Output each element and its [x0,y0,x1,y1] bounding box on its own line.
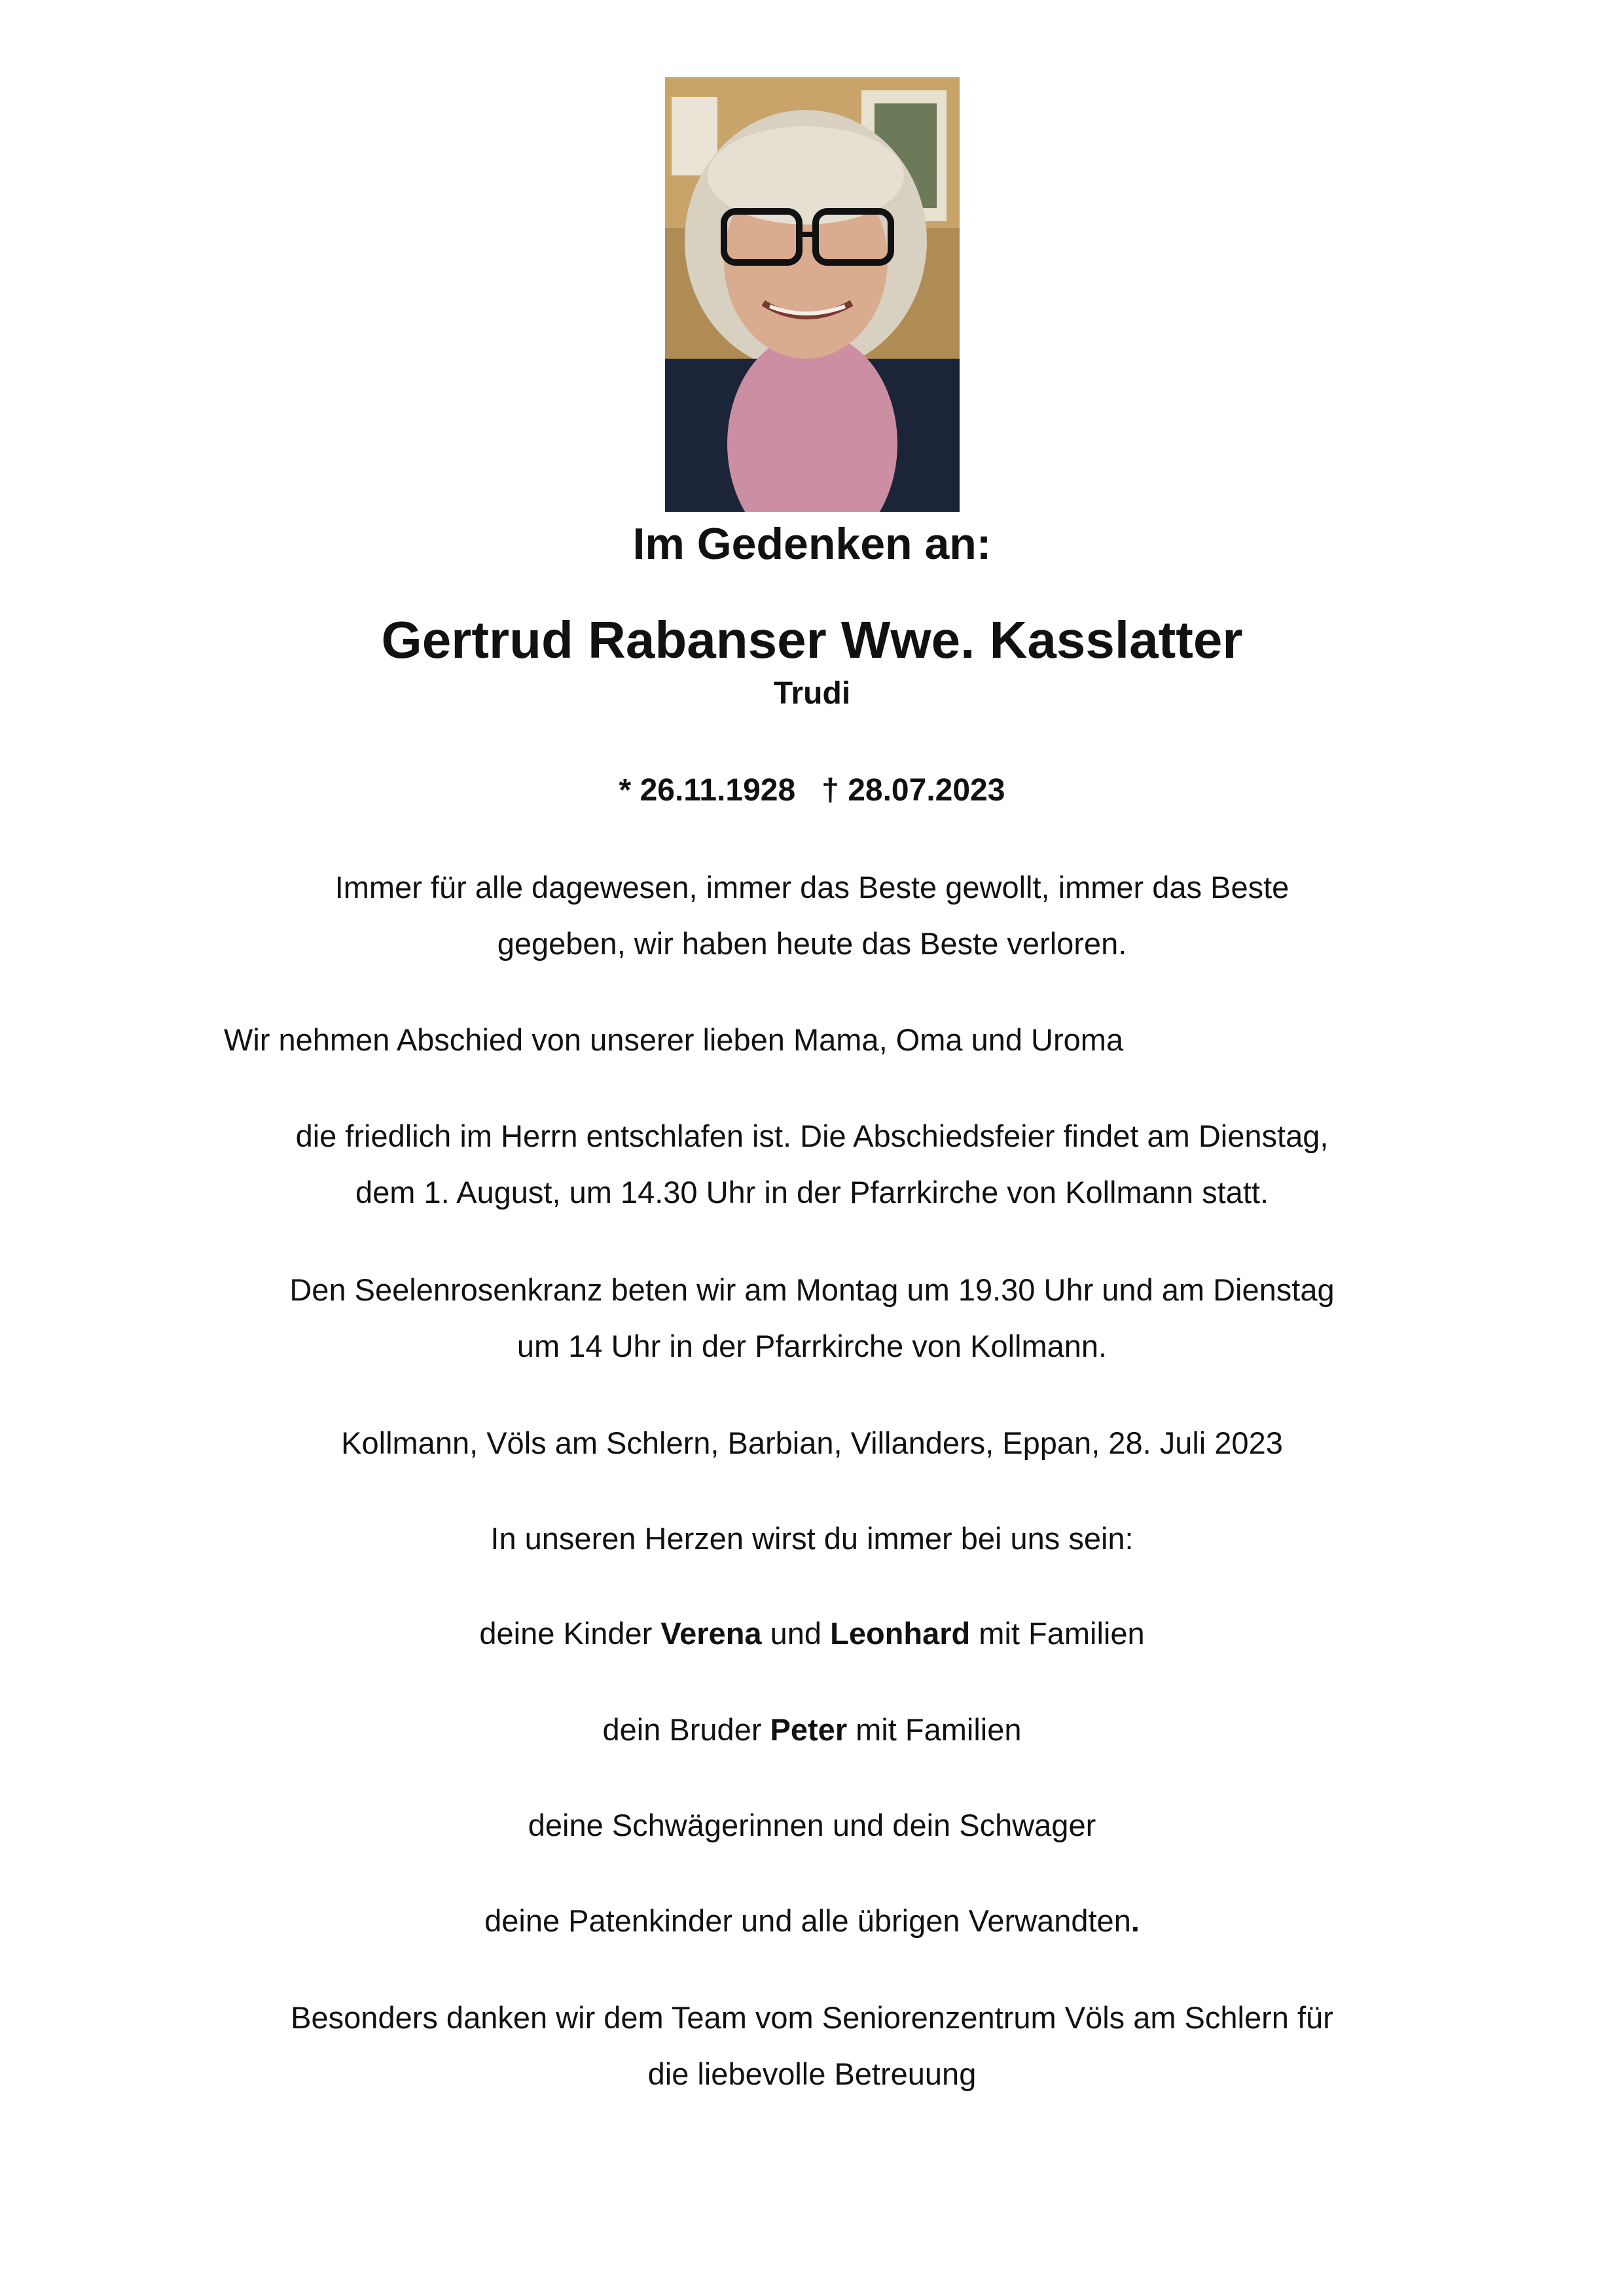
brother-suffix: mit Familien [847,1712,1022,1747]
ceremony-info [0,1108,1624,1221]
hearts-line: In unseren Herzen wirst du immer bei uns sein: [490,1521,1134,1556]
children-mid: und [761,1616,831,1651]
thanks-line-2: die liebevolle Betreuung [647,2056,977,2091]
mourner-godchildren [0,1893,1624,1949]
children-suffix: mit Familien [970,1616,1145,1651]
rosary-line-1: Den Seelenrosenkranz beten wir am Montag um 19.30 Uhr und am Dienstag [289,1272,1335,1307]
birth-date: * 26.11.1928 [619,773,796,808]
godchildren-text: deine Patenkinder und alle übrigen Verwandten [484,1903,1131,1938]
godchildren-period: . [1130,1903,1140,1938]
death-date: † 28.07.2023 [821,773,1005,808]
thanks-line-1: Besonders danken wir dem Team vom Seniorenzentrum Völs am Schlern für [291,2000,1333,2035]
motto-line-2: gegeben, wir haben heute das Beste verloren. [497,926,1127,961]
page-title: Im Gedenken an: [632,519,992,569]
motto [0,859,1624,972]
place-and-date: Kollmann, Völs am Schlern, Barbian, Villanders, Eppan, 28. Juli 2023 [341,1426,1283,1460]
life-dates [0,772,1624,808]
ceremony-line-2: dem 1. August, um 14.30 Uhr in der Pfarrkirche von Kollmann statt. [355,1175,1269,1210]
brother-prefix: dein Bruder [602,1712,770,1747]
thanks [0,1990,1624,2102]
deceased-name: Gertrud Rabanser Wwe. Kasslatter [381,611,1243,669]
mourner-brother [0,1702,1624,1758]
children-prefix: deine Kinder [479,1616,661,1651]
ceremony-line-1: die friedlich im Herrn entschlafen ist. Die Abschiedsfeier findet am Dienstag, [295,1119,1329,1153]
mourner-children [0,1605,1624,1662]
child-name-verena: Verena [660,1616,762,1651]
portrait-photo [665,77,960,512]
mourner-in-laws: deine Schwägerinnen und dein Schwager [528,1808,1096,1842]
rosary-info [0,1262,1624,1374]
motto-line-1: Immer für alle dagewesen, immer das Beste gewollt, immer das Beste [334,870,1290,905]
child-name-leonhard: Leonhard [830,1616,971,1651]
farewell-text: Wir nehmen Abschied von unserer lieben Mama, Oma und Uroma [224,1022,1124,1057]
rosary-line-2: um 14 Uhr in der Pfarrkirche von Kollmann. [516,1329,1108,1363]
deceased-nickname: Trudi [773,676,851,711]
brother-name: Peter [770,1712,848,1747]
